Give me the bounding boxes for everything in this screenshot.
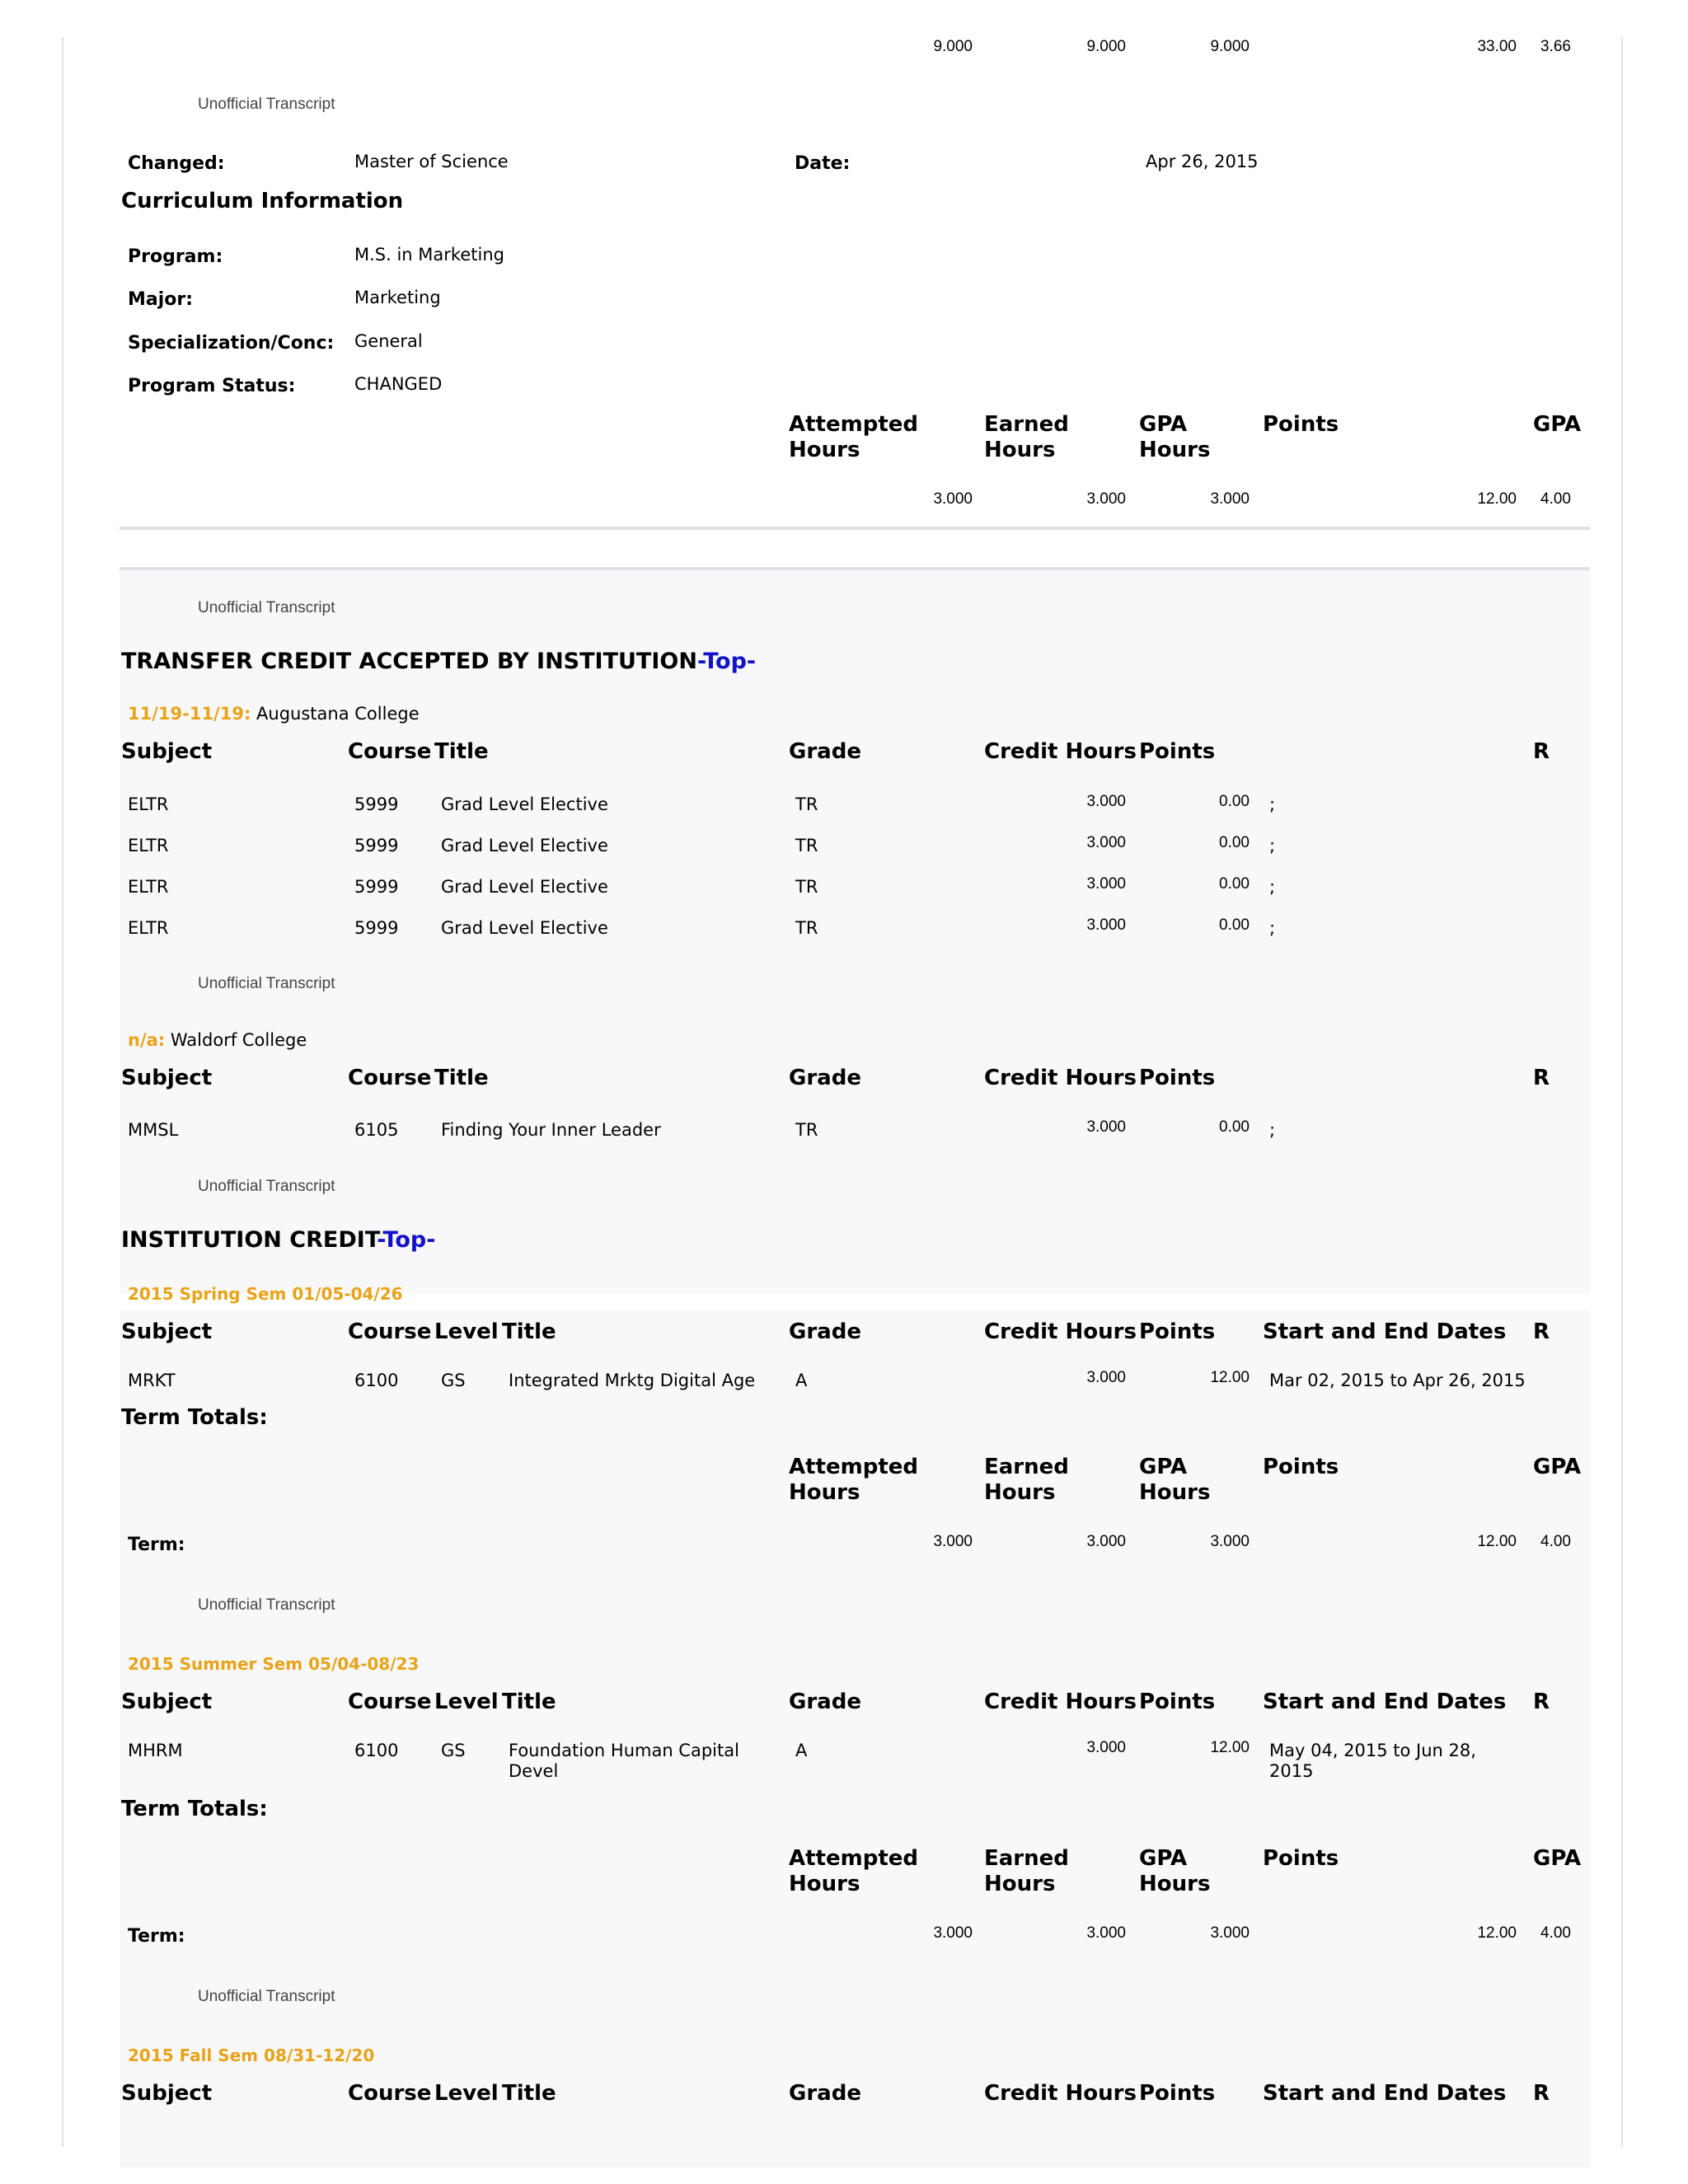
credit-hours-header: Credit Hours	[984, 739, 1137, 764]
points-cell: 12.00	[1210, 1739, 1250, 1756]
gpa-header: GPA	[1533, 1455, 1582, 1479]
attempted-hours-value: 3.000	[933, 1924, 973, 1942]
subject-cell: ELTR	[128, 918, 169, 938]
gpa-hours-value: 3.000	[1210, 490, 1250, 508]
points-header: Points	[1139, 1690, 1216, 1714]
course-cell: 6100	[354, 1371, 399, 1390]
dates-cell: May 04, 2015 to Jun 28, 2015	[1269, 1741, 1476, 1782]
watermark-label: Unofficial Transcript	[198, 1596, 335, 1614]
earned-hours-value: 3.000	[1086, 490, 1126, 508]
subject-cell: ELTR	[128, 836, 169, 855]
major-value: Marketing	[354, 288, 441, 307]
dates-header: Start and End Dates	[1263, 1319, 1507, 1344]
points-header: Points	[1139, 1066, 1216, 1090]
date-label: Date:	[795, 153, 851, 174]
title-header: Title	[434, 1066, 489, 1090]
grade-header: Grade	[789, 2081, 861, 2106]
points-header: Points	[1139, 739, 1216, 764]
grade-cell: A	[795, 1741, 808, 1760]
points-header: Points	[1263, 1846, 1339, 1871]
credit-hours-header: Credit Hours	[984, 1319, 1137, 1344]
term-name: 2015 Fall Sem 08/31-12/20	[128, 2046, 375, 2065]
major-label: Major:	[128, 289, 194, 310]
credit-hours-cell: 3.000	[1086, 1118, 1126, 1136]
curriculum-title: Curriculum Information	[121, 189, 404, 213]
credit-hours-header: Credit Hours	[984, 2081, 1137, 2106]
level-cell: GS	[441, 1741, 466, 1760]
transfer-group-heading: 11/19-11/19: Augustana College	[128, 704, 420, 724]
gpa-header: GPA	[1533, 1846, 1582, 1871]
grade-header: Grade	[789, 739, 861, 764]
points-value: 12.00	[1477, 490, 1517, 508]
course-header: Course	[348, 739, 432, 764]
title-cell: Grad Level Elective	[441, 877, 608, 897]
table-shading	[120, 569, 1590, 1294]
points-value: 12.00	[1477, 1924, 1517, 1942]
gpa-hours-header: GPA Hours	[1139, 412, 1211, 463]
gpa-hours-value: 9.000	[1210, 38, 1250, 55]
course-cell: 5999	[354, 836, 399, 855]
term-totals-label: Term Totals:	[121, 1405, 268, 1430]
subject-header: Subject	[121, 1066, 213, 1090]
credit-hours-cell: 3.000	[1086, 834, 1126, 851]
title-cell: Integrated Mrktg Digital Age	[509, 1371, 756, 1390]
subject-cell: MMSL	[128, 1120, 179, 1140]
watermark-label: Unofficial Transcript	[198, 599, 335, 616]
watermark-label: Unofficial Transcript	[198, 96, 335, 113]
r-header: R	[1533, 2081, 1550, 2106]
program-value: M.S. in Marketing	[354, 245, 504, 265]
course-header: Course	[348, 1319, 432, 1344]
term-name: 2015 Spring Sem 01/05-04/26	[128, 1284, 403, 1304]
grade-cell: TR	[795, 794, 818, 814]
attempted-hours-header: Attempted Hours	[789, 1455, 918, 1506]
program-status-value: CHANGED	[354, 374, 443, 394]
r-header: R	[1533, 1066, 1550, 1090]
watermark-label: Unofficial Transcript	[198, 975, 335, 992]
changed-label: Changed:	[128, 153, 225, 174]
term-label: Term:	[128, 1535, 185, 1555]
level-header: Level	[434, 1319, 499, 1344]
divider	[120, 567, 1590, 570]
specialization-value: General	[354, 331, 423, 351]
title-cell: Finding Your Inner Leader	[441, 1120, 661, 1140]
subject-header: Subject	[121, 739, 213, 764]
earned-hours-value: 3.000	[1086, 1924, 1126, 1942]
credit-hours-header: Credit Hours	[984, 1690, 1137, 1714]
subject-cell: ELTR	[128, 794, 169, 814]
page-border-left	[62, 37, 63, 2147]
attempted-hours-value: 3.000	[933, 1533, 973, 1550]
divider	[120, 527, 1590, 530]
program-status-label: Program Status:	[128, 376, 296, 396]
attempted-hours-value: 9.000	[933, 38, 973, 55]
points-cell: 0.00	[1219, 916, 1250, 934]
gpa-hours-value: 3.000	[1210, 1533, 1250, 1550]
points-header: Points	[1139, 2081, 1216, 2106]
program-label: Program:	[128, 246, 223, 267]
title-header: Title	[502, 1319, 556, 1344]
earned-hours-header: Earned Hours	[984, 1455, 1069, 1506]
course-header: Course	[348, 1690, 432, 1714]
gpa-value: 3.66	[1540, 38, 1571, 55]
title-cell: Grad Level Elective	[441, 836, 608, 855]
points-cell: 0.00	[1219, 875, 1250, 893]
top-link[interactable]: -Top-	[377, 1227, 436, 1253]
attempted-hours-header: Attempted Hours	[789, 1846, 918, 1897]
points-value: 12.00	[1477, 1533, 1517, 1550]
level-cell: GS	[441, 1371, 466, 1390]
course-cell: 6105	[354, 1120, 399, 1140]
attempted-hours-value: 3.000	[933, 490, 973, 508]
course-cell: 5999	[354, 794, 399, 814]
top-link[interactable]: -Top-	[696, 649, 757, 674]
dates-header: Start and End Dates	[1263, 2081, 1507, 2106]
subject-cell: ELTR	[128, 877, 169, 897]
points-cell: 0.00	[1219, 793, 1250, 810]
gpa-hours-header: GPA Hours	[1139, 1455, 1211, 1506]
subject-cell: MHRM	[128, 1741, 183, 1760]
gpa-header: GPA	[1533, 412, 1582, 437]
r-cell: ;	[1269, 794, 1276, 814]
subject-header: Subject	[121, 2081, 213, 2106]
page-border-right	[1621, 37, 1623, 2147]
points-header: Points	[1263, 412, 1339, 437]
dates-cell: Mar 02, 2015 to Apr 26, 2015	[1269, 1371, 1526, 1390]
watermark-label: Unofficial Transcript	[198, 1178, 335, 1195]
earned-hours-value: 3.000	[1086, 1533, 1126, 1550]
table-shading	[120, 1310, 1590, 2168]
gpa-value: 4.00	[1540, 1533, 1571, 1550]
earned-hours-value: 9.000	[1086, 38, 1126, 55]
r-header: R	[1533, 1690, 1550, 1714]
grade-cell: TR	[795, 918, 818, 938]
gpa-value: 4.00	[1540, 1924, 1571, 1942]
grade-header: Grade	[789, 1319, 861, 1344]
points-header: Points	[1139, 1319, 1216, 1344]
grade-cell: TR	[795, 836, 818, 855]
term-totals-label: Term Totals:	[121, 1797, 268, 1821]
attempted-hours-header: Attempted Hours	[789, 412, 918, 463]
grade-header: Grade	[789, 1066, 861, 1090]
credit-hours-cell: 3.000	[1086, 1369, 1126, 1386]
r-cell: ;	[1269, 836, 1276, 855]
course-cell: 5999	[354, 918, 399, 938]
points-header: Points	[1263, 1455, 1339, 1479]
grade-cell: TR	[795, 1120, 818, 1140]
points-value: 33.00	[1477, 38, 1517, 55]
specialization-label: Specialization/Conc:	[128, 333, 335, 354]
earned-hours-header: Earned Hours	[984, 1846, 1069, 1897]
title-header: Title	[434, 739, 489, 764]
watermark-label: Unofficial Transcript	[198, 1988, 335, 2005]
subject-header: Subject	[121, 1690, 213, 1714]
course-header: Course	[348, 1066, 432, 1090]
earned-hours-header: Earned Hours	[984, 412, 1069, 463]
points-cell: 0.00	[1219, 834, 1250, 851]
r-header: R	[1533, 1319, 1550, 1344]
grade-cell: A	[795, 1371, 808, 1390]
date-value: Apr 26, 2015	[1146, 152, 1259, 171]
title-header: Title	[502, 2081, 556, 2106]
r-header: R	[1533, 739, 1550, 764]
grade-header: Grade	[789, 1690, 861, 1714]
credit-hours-cell: 3.000	[1086, 916, 1126, 934]
term-label: Term:	[128, 1926, 185, 1947]
r-cell: ;	[1269, 877, 1276, 897]
gpa-hours-value: 3.000	[1210, 1924, 1250, 1942]
gpa-hours-header: GPA Hours	[1139, 1846, 1211, 1897]
level-header: Level	[434, 2081, 499, 2106]
r-cell: ;	[1269, 1120, 1276, 1140]
credit-hours-cell: 3.000	[1086, 793, 1126, 810]
course-cell: 6100	[354, 1741, 399, 1760]
term-name: 2015 Summer Sem 05/04-08/23	[128, 1654, 420, 1674]
dates-header: Start and End Dates	[1263, 1690, 1507, 1714]
transfer-credit-title: TRANSFER CREDIT ACCEPTED BY INSTITUTION-Top-	[121, 649, 757, 674]
credit-hours-cell: 3.000	[1086, 1739, 1126, 1756]
institution-credit-title: INSTITUTION CREDIT-Top-	[121, 1227, 436, 1253]
gpa-value: 4.00	[1540, 490, 1571, 508]
transfer-group-heading: n/a: Waldorf College	[128, 1030, 307, 1050]
credit-hours-header: Credit Hours	[984, 1066, 1137, 1090]
level-header: Level	[434, 1690, 499, 1714]
r-cell: ;	[1269, 918, 1276, 938]
subject-header: Subject	[121, 1319, 213, 1344]
changed-value: Master of Science	[354, 152, 509, 171]
course-header: Course	[348, 2081, 432, 2106]
title-cell: Grad Level Elective	[441, 918, 608, 938]
title-cell: Foundation Human Capital Devel	[509, 1741, 739, 1782]
grade-cell: TR	[795, 877, 818, 897]
subject-cell: MRKT	[128, 1371, 176, 1390]
title-cell: Grad Level Elective	[441, 794, 608, 814]
points-cell: 0.00	[1219, 1118, 1250, 1136]
points-cell: 12.00	[1210, 1369, 1250, 1386]
course-cell: 5999	[354, 877, 399, 897]
credit-hours-cell: 3.000	[1086, 875, 1126, 893]
title-header: Title	[502, 1690, 556, 1714]
